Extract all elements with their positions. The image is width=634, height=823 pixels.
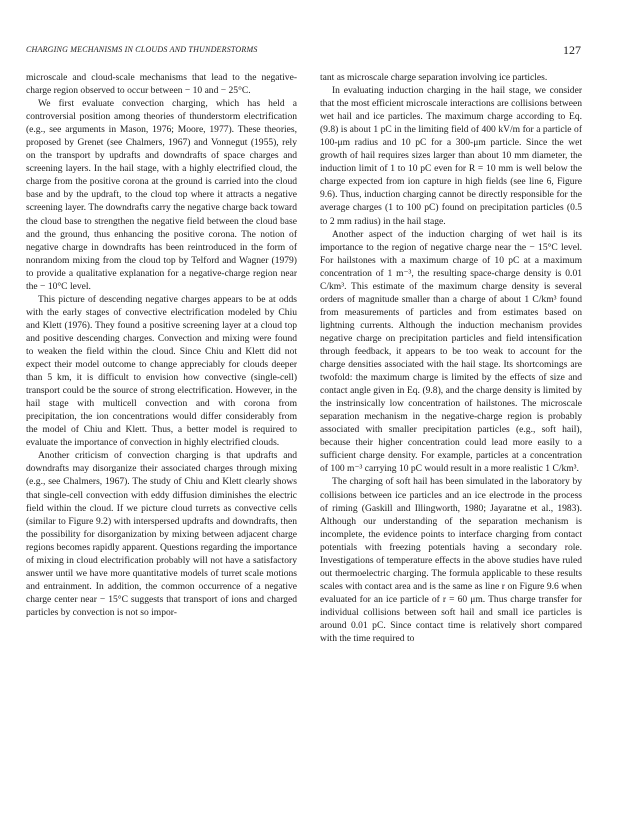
page-header: [26, 43, 581, 59]
paragraph: We first evaluate convection charging, which has held a controversial position among theories of thunderstorm electrification (e.g., see arguments in Mason, 1976; Moore, 1977). These theories, proposed by Grenet (see Chalmers, 1967) and Vonnegut (1955), rely on the transport by updrafts and downdrafts of space charges and screening layers. In the hail stage, with a highly electrified cloud, the charge from the positive corona at the ground is carried into the cloud base and by the updraft, to the cloud top where it attracts a negative screening layer. The downdrafts carry the negative charge back toward the cloud base to strengthen the negative field between the cloud base and the ground, thus enhancing the positive corona. The notion of negative charge in downdrafts has been reintroduced in the form of nonrandom mixing from the cloud top by Telford and Wagner (1979) to provide a qualitative explanation for a negative-charge region near the − 10°C level.: [26, 98, 297, 292]
page-number: 127: [563, 43, 581, 57]
paragraph: In evaluating induction charging in the hail stage, we consider that the most efficient microscale interactions are collisions between wet hail and ice particles. The maximum charge according to Eq. (9.8) is about 1 pC in the limiting field of 400 kV/m for a particle of 100-μm radius and 10 pC for a 300-μm particle. Since the wet growth of hail requires sizes larger than about 10 mm diameter, the induction limit of 1 to 10 pC even for R = 10 mm is well below the charge expected from ion capture in high fields (see line 6, Figure 9.6). Thus, induction charging cannot be directly responsible for the average charges (1 to 100 pC) found on precipitation particles (0.5 to 2 mm radius) in the hail stage.: [320, 85, 582, 227]
paragraph: The charging of soft hail has been simulated in the laboratory by collisions between ice particles and an ice electrode in the process of riming (Gaskill and Illingworth, 1980; Jayaratne et al., 1983). Although our understanding of the separation mechanism is incomplete, the evidence points to interface charging from contact potentials with freezing potentials having a secondary role. Investigations of temperature effects in the above studies have ruled out thermoelectric charging. The formula applicable to these results scales with contact area and is the same as line r on Figure 9.6 when evaluated for an ice particle of r = 60 μm. Thus charge transfer for individual collisions between soft hail and small ice particles is around 0.01 pC. Since contact time is relatively short compared with the time required to: [320, 476, 582, 645]
paragraph: Another criticism of convection charging is that updrafts and downdrafts may disorganize their associated charges through mixing (e.g., see Chalmers, 1967). The study of Chiu and Klett clearly shows that single-cell convection with eddy diffusion diminishes the electric field within the cloud. If we picture cloud turrets as convective cells (similar to Figure 9.2) with interspersed updrafts and downdrafts, then the possibility for disorganization by mixing between adjacent charge regions becomes rapidly apparent. Questions regarding the importance of mixing in cloud electrification probably will not have a satisfactory answer until we have more quantitative models of turret scale motions and entrainment. In addition, the common occurrence of a negative charge center near − 15°C suggests that transport of ions and charged particles by convection is not so impor-: [26, 450, 297, 618]
paragraph: tant as microscale charge separation involving ice particles.: [320, 72, 548, 83]
paragraph: microscale and cloud-scale mechanisms that lead to the negative-charge region observed to occur between − 10 and − 25°C.: [26, 72, 297, 97]
paragraph: This picture of descending negative charges appears to be at odds with the early stages of convective electrification modeled by Chiu and Klett (1976). They found a positive screening layer at a cloud top and positive descending charges. Convection and mixing were found to weaken the field within the cloud. Since Chiu and Klett did not expect their model outcome to change appreciably for clouds deeper than 5 km, it is difficult to envision how convective (single-cell) transport could be the source of strong electrification. However, in the hail stage with multicell convection and with corona from precipitation, the ion concentrations would differ considerably from the model of Chiu and Klett. Thus, a better model is required to evaluate the importance of convection in highly electrified clouds.: [26, 293, 297, 449]
paragraph: Another aspect of the induction charging of wet hail is its importance to the region of negative charge near the − 15°C level. For hailstones with a maximum charge of 10 pC at a maximum concentration of 1 m⁻³, the resulting space-charge density is 0.01 C/km³. This estimate of the maximum charge density is several orders of magnitude smaller than a charge of about 1 C/km³ found from measurements of particles and from estimates based on lightning currents. Although the induction mechanism provides negative charge on precipitation particles and field intensification through feedback, it appears to be too weak to account for the charge densities associated with the hail stage. Its shortcomings are twofold: the maximum charge is limited by the effects of size and contact angle given in Eq. (9.8), and the charge density is limited by the instrinsically low concentration of hailstones. The microscale separation mechanism in the negative-charge region is probably associated with smaller precipitation particles (e.g., soft hail), because their higher concentration could lead more easily to a sufficient charge density. For example, particles at a concentration of 100 m⁻³ carrying 10 pC would result in a more realistic 1 C/km³.: [320, 228, 582, 475]
left-column: [26, 71, 297, 619]
running-head: CHARGING MECHANISMS IN CLOUDS AND THUNDERSTORMS: [26, 45, 258, 54]
right-column: [320, 71, 582, 645]
